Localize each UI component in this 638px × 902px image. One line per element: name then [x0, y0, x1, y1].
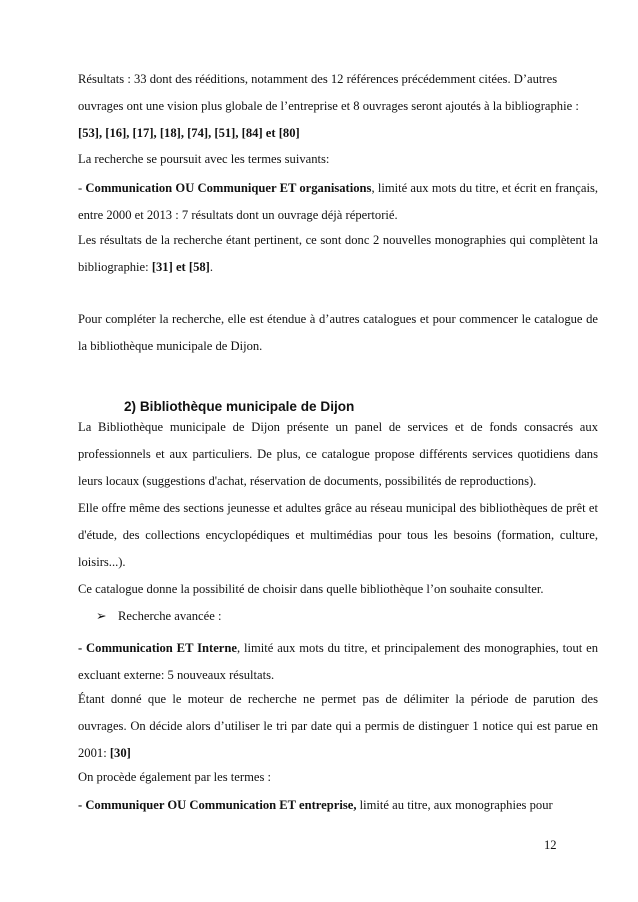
also-terms-paragraph: On procède également par les termes :	[78, 770, 272, 784]
search-terms: Communication OU Communiquer ET organisations	[85, 181, 372, 195]
results-line-1: Résultats : 33 dont des rééditions, notamment des 12 références précédemment citées. D’autres	[78, 72, 558, 86]
results-paragraph	[78, 66, 598, 147]
enterprise-search-terms: - Communiquer OU Communication ET entreprise,	[78, 798, 357, 812]
date-sort-reference: [30]	[109, 746, 131, 760]
library-description-2: Elle offre même des sections jeunesse et adultes grâce au réseau municipal des bibliothèques de prêt et d'étude, des collections encyclopédiques et multimédias pour tous les besoins (formation, culture, loisirs...).	[78, 501, 598, 569]
search-continues-paragraph: La recherche se poursuit avec les termes suivants:	[78, 152, 330, 166]
date-sort-paragraph: Étant donné que le moteur de recherche ne permet pas de délimiter la période de parution des ouvrages. On décide alors d’utiliser le tri par date qui a permis de distinguer 1 notice qui est parue en 2001: [30]	[78, 692, 598, 760]
results-references: [53], [16], [17], [18], [74], [51], [84] et [80]	[78, 126, 300, 140]
section-heading: 2) Bibliothèque municipale de Dijon	[124, 399, 355, 414]
search-terms-paragraph: - Communication OU Communiquer ET organisations, limité aux mots du titre, et écrit en français, entre 2000 et 2013 : 7 résultats dont un ouvrage déjà répertorié.	[78, 181, 599, 222]
new-references: [31] et [58]	[151, 260, 210, 274]
catalogue-extension-paragraph: Pour compléter la recherche, elle est étendue à d’autres catalogues et pour commencer le catalogue de la bibliothèque municipale de Dijon.	[78, 312, 598, 353]
page-number: 12	[544, 838, 557, 852]
library-description-3: Ce catalogue donne la possibilité de choisir dans quelle bibliothèque l’on souhaite consulter.	[78, 582, 544, 596]
results-line-2: ouvrages ont une vision plus globale de l’entreprise et 8 ouvrages seront ajoutés à la bibliographie :	[78, 99, 579, 113]
enterprise-search-paragraph: - Communiquer OU Communication ET entreprise, limité au titre, aux monographies pour	[78, 798, 553, 812]
arrow-bullet-icon: ➢	[96, 608, 107, 623]
library-description-1: La Bibliothèque municipale de Dijon présente un panel de services et de fonds consacrés aux professionnels et aux particuliers. De plus, ce catalogue propose différents services quotidiens dans leurs locaux (suggestions d'achat, réservation de documents, possibilités de reproductions).	[78, 420, 598, 488]
pertinent-results-paragraph: Les résultats de la recherche étant pertinent, ce sont donc 2 nouvelles monographies qui complètent la bibliographie: [31] et [58].	[78, 233, 598, 274]
internal-search-paragraph: - Communication ET Interne, limité aux mots du titre, et principalement des monographies, tout en excluant externe: 5 nouveaux résultats.	[78, 641, 598, 682]
internal-search-terms: - Communication ET Interne	[78, 641, 237, 655]
advanced-search-bullet	[96, 608, 221, 624]
advanced-search-label: Recherche avancée :	[118, 609, 222, 623]
library-description	[78, 414, 598, 603]
